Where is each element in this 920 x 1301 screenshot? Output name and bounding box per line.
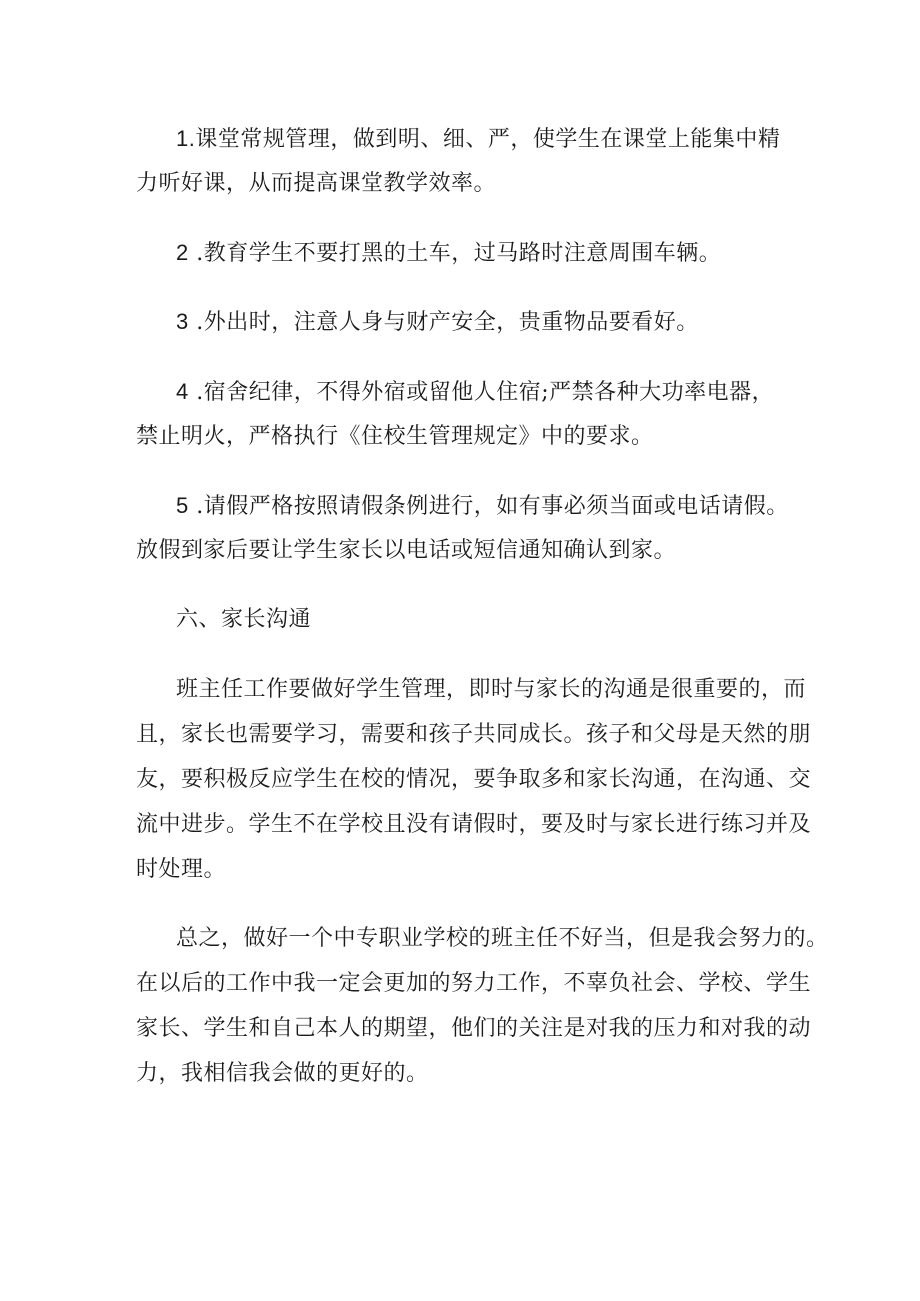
item-2-line-1 xyxy=(176,240,721,267)
item-5-line-2: 放假到家后要让学生家长以电话或短信通知确认到家。 xyxy=(136,538,677,563)
item-3-number: 3 xyxy=(176,309,189,334)
item-4-number: 4 xyxy=(176,379,189,404)
item-1-line-2: 力听好课，从而提高课堂教学效率。 xyxy=(136,171,497,196)
paragraph-1-line-5: 时处理。 xyxy=(136,857,227,882)
paragraph-1-line-1: 班主任工作要做好学生管理，即时与家长的沟通是很重要的，而 xyxy=(176,677,807,702)
item-2-text-1: .教育学生不要打黑的土车，过马路时注意周围车辆。 xyxy=(196,241,722,266)
section-heading: 六、家长沟通 xyxy=(176,607,312,632)
item-4-line-1 xyxy=(176,379,774,406)
paragraph-2-line-1: 总之，做好一个中专职业学校的班主任不好当，但是我会努力的。 xyxy=(176,926,829,951)
paragraph-2-line-2: 在以后的工作中我一定会更加的努力工作，不辜负社会、学校、学生 xyxy=(136,971,812,996)
paragraph-1-line-3: 友，要积极反应学生在校的情况，要争取多和家长沟通，在沟通、交 xyxy=(136,767,812,792)
item-5-text-1: .请假严格按照请假条例进行，如有事必须当面或电话请假。 xyxy=(196,494,789,519)
item-5-number: 5 xyxy=(176,493,189,518)
paragraph-2-line-4: 力，我相信我会做的更好的。 xyxy=(136,1061,429,1086)
paragraph-2-line-3: 家长、学生和自己本人的期望，他们的关注是对我的压力和对我的动 xyxy=(136,1016,812,1041)
paragraph-1-line-2: 且，家长也需要学习，需要和孩子共同成长。孩子和父母是天然的朋 xyxy=(136,722,812,747)
item-3-line-1 xyxy=(176,309,699,336)
item-4-line-2: 禁止明火，严格执行《住校生管理规定》中的要求。 xyxy=(136,424,654,449)
item-5-line-1 xyxy=(176,493,789,520)
item-4-text-1: .宿舍纪律，不得外宿或留他人住宿;严禁各种大功率电器， xyxy=(196,380,775,405)
item-1-text-1: 课堂常规管理，做到明、细、严，使学生在课堂上能集中精 xyxy=(195,127,781,152)
item-1-line-1 xyxy=(176,126,780,153)
paragraph-1-line-4: 流中进步。学生不在学校且没有请假时，要及时与家长进行练习并及 xyxy=(136,812,812,837)
item-1-number: 1. xyxy=(176,126,196,151)
item-3-text-1: .外出时，注意人身与财产安全，贵重物品要看好。 xyxy=(196,310,699,335)
item-2-number: 2 xyxy=(176,240,189,265)
